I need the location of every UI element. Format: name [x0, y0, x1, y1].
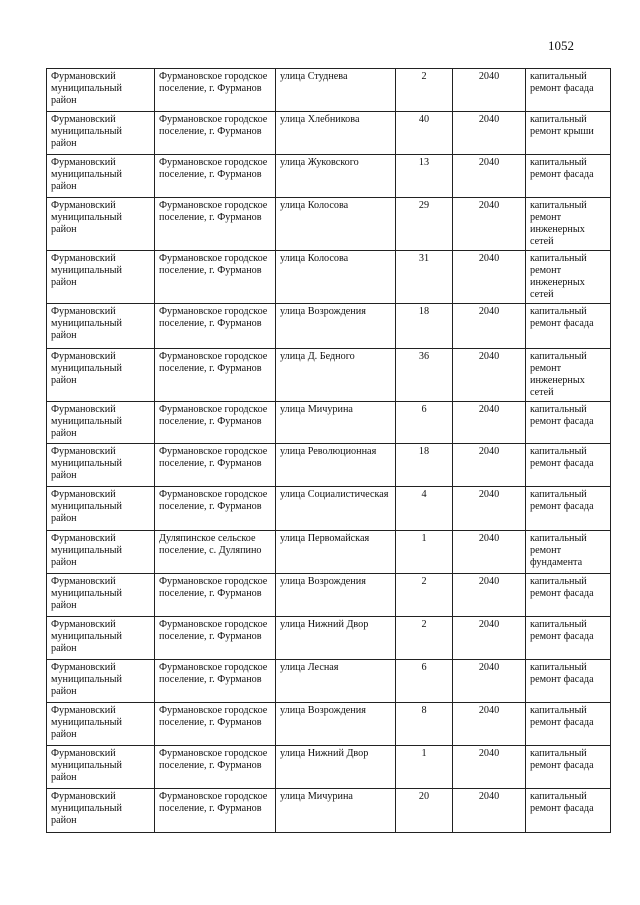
district-cell: Фурмановский муниципальный район [47, 198, 155, 251]
work-type-cell: капитальный ремонт фасада [526, 746, 611, 789]
table-row [47, 617, 611, 660]
district-cell: Фурмановский муниципальный район [47, 444, 155, 487]
table-row [47, 112, 611, 155]
house-number-cell: 4 [396, 487, 453, 531]
year-cell: 2040 [453, 304, 526, 349]
table-row [47, 574, 611, 617]
street-cell: улица Революционная [276, 444, 396, 487]
work-type-cell: капитальный ремонт фасада [526, 617, 611, 660]
work-type-cell: капитальный ремонт крыши [526, 112, 611, 155]
settlement-cell: Фурмановское городское поселение, г. Фурманов [155, 487, 276, 531]
district-cell: Фурмановский муниципальный район [47, 304, 155, 349]
table-row [47, 304, 611, 349]
work-type-cell: капитальный ремонт фасада [526, 402, 611, 444]
year-cell: 2040 [453, 402, 526, 444]
year-cell: 2040 [453, 112, 526, 155]
table-row [47, 69, 611, 112]
year-cell: 2040 [453, 703, 526, 746]
district-cell: Фурмановский муниципальный район [47, 703, 155, 746]
settlement-cell: Фурмановское городское поселение, г. Фурманов [155, 69, 276, 112]
house-number-cell: 13 [396, 155, 453, 198]
house-number-cell: 8 [396, 703, 453, 746]
table-row [47, 531, 611, 574]
district-cell: Фурмановский муниципальный район [47, 789, 155, 833]
street-cell: улица Возрождения [276, 574, 396, 617]
district-cell: Фурмановский муниципальный район [47, 487, 155, 531]
settlement-cell: Фурмановское городское поселение, г. Фурманов [155, 112, 276, 155]
year-cell: 2040 [453, 155, 526, 198]
year-cell: 2040 [453, 444, 526, 487]
district-cell: Фурмановский муниципальный район [47, 574, 155, 617]
house-number-cell: 36 [396, 349, 453, 402]
work-type-cell: капитальный ремонт фасада [526, 789, 611, 833]
house-number-cell: 29 [396, 198, 453, 251]
street-cell: улица Жуковского [276, 155, 396, 198]
table-row [47, 198, 611, 251]
work-type-cell: капитальный ремонт фасада [526, 703, 611, 746]
settlement-cell: Фурмановское городское поселение, г. Фурманов [155, 574, 276, 617]
street-cell: улица Д. Бедного [276, 349, 396, 402]
year-cell: 2040 [453, 198, 526, 251]
work-type-cell: капитальный ремонт фундамента [526, 531, 611, 574]
street-cell: улица Колосова [276, 198, 396, 251]
table-row [47, 789, 611, 833]
settlement-cell: Фурмановское городское поселение, г. Фурманов [155, 617, 276, 660]
district-cell: Фурмановский муниципальный район [47, 746, 155, 789]
work-type-cell: капитальный ремонт фасада [526, 69, 611, 112]
year-cell: 2040 [453, 746, 526, 789]
house-number-cell: 6 [396, 660, 453, 703]
settlement-cell: Фурмановское городское поселение, г. Фурманов [155, 155, 276, 198]
work-type-cell: капитальный ремонт фасада [526, 574, 611, 617]
year-cell: 2040 [453, 349, 526, 402]
work-type-cell: капитальный ремонт инженерных сетей [526, 198, 611, 251]
district-cell: Фурмановский муниципальный район [47, 402, 155, 444]
district-cell: Фурмановский муниципальный район [47, 349, 155, 402]
district-cell: Фурмановский муниципальный район [47, 251, 155, 304]
settlement-cell: Фурмановское городское поселение, г. Фурманов [155, 304, 276, 349]
settlement-cell: Фурмановское городское поселение, г. Фурманов [155, 251, 276, 304]
settlement-cell: Фурмановское городское поселение, г. Фурманов [155, 198, 276, 251]
street-cell: улица Лесная [276, 660, 396, 703]
street-cell: улица Хлебникова [276, 112, 396, 155]
table-row [47, 155, 611, 198]
street-cell: улица Возрождения [276, 703, 396, 746]
house-number-cell: 2 [396, 574, 453, 617]
settlement-cell: Дуляпинское сельское поселение, с. Дуляпино [155, 531, 276, 574]
work-type-cell: капитальный ремонт фасада [526, 487, 611, 531]
year-cell: 2040 [453, 789, 526, 833]
settlement-cell: Фурмановское городское поселение, г. Фурманов [155, 660, 276, 703]
settlement-cell: Фурмановское городское поселение, г. Фурманов [155, 349, 276, 402]
house-number-cell: 31 [396, 251, 453, 304]
work-type-cell: капитальный ремонт фасада [526, 444, 611, 487]
work-type-cell: капитальный ремонт инженерных сетей [526, 251, 611, 304]
house-number-cell: 40 [396, 112, 453, 155]
district-cell: Фурмановский муниципальный район [47, 155, 155, 198]
settlement-cell: Фурмановское городское поселение, г. Фурманов [155, 444, 276, 487]
settlement-cell: Фурмановское городское поселение, г. Фурманов [155, 746, 276, 789]
house-number-cell: 20 [396, 789, 453, 833]
house-number-cell: 1 [396, 746, 453, 789]
year-cell: 2040 [453, 617, 526, 660]
year-cell: 2040 [453, 574, 526, 617]
repair-schedule-table [46, 68, 611, 833]
house-number-cell: 6 [396, 402, 453, 444]
year-cell: 2040 [453, 487, 526, 531]
district-cell: Фурмановский муниципальный район [47, 112, 155, 155]
district-cell: Фурмановский муниципальный район [47, 617, 155, 660]
year-cell: 2040 [453, 251, 526, 304]
table-row [47, 487, 611, 531]
house-number-cell: 2 [396, 617, 453, 660]
street-cell: улица Мичурина [276, 789, 396, 833]
table-row [47, 402, 611, 444]
house-number-cell: 18 [396, 444, 453, 487]
house-number-cell: 1 [396, 531, 453, 574]
house-number-cell: 18 [396, 304, 453, 349]
street-cell: улица Возрождения [276, 304, 396, 349]
year-cell: 2040 [453, 660, 526, 703]
table-row [47, 746, 611, 789]
table-row [47, 444, 611, 487]
street-cell: улица Мичурина [276, 402, 396, 444]
work-type-cell: капитальный ремонт фасада [526, 155, 611, 198]
table-row [47, 660, 611, 703]
table-row [47, 703, 611, 746]
settlement-cell: Фурмановское городское поселение, г. Фурманов [155, 789, 276, 833]
street-cell: улица Нижний Двор [276, 746, 396, 789]
street-cell: улица Колосова [276, 251, 396, 304]
table-row [47, 251, 611, 304]
street-cell: улица Нижний Двор [276, 617, 396, 660]
work-type-cell: капитальный ремонт фасада [526, 660, 611, 703]
district-cell: Фурмановский муниципальный район [47, 69, 155, 112]
house-number-cell: 2 [396, 69, 453, 112]
district-cell: Фурмановский муниципальный район [47, 660, 155, 703]
street-cell: улица Социалистическая [276, 487, 396, 531]
work-type-cell: капитальный ремонт фасада [526, 304, 611, 349]
district-cell: Фурмановский муниципальный район [47, 531, 155, 574]
settlement-cell: Фурмановское городское поселение, г. Фурманов [155, 703, 276, 746]
street-cell: улица Первомайская [276, 531, 396, 574]
street-cell: улица Студнева [276, 69, 396, 112]
settlement-cell: Фурмановское городское поселение, г. Фурманов [155, 402, 276, 444]
page-number: 1052 [548, 38, 574, 53]
year-cell: 2040 [453, 69, 526, 112]
work-type-cell: капитальный ремонт инженерных сетей [526, 349, 611, 402]
table-row [47, 349, 611, 402]
year-cell: 2040 [453, 531, 526, 574]
